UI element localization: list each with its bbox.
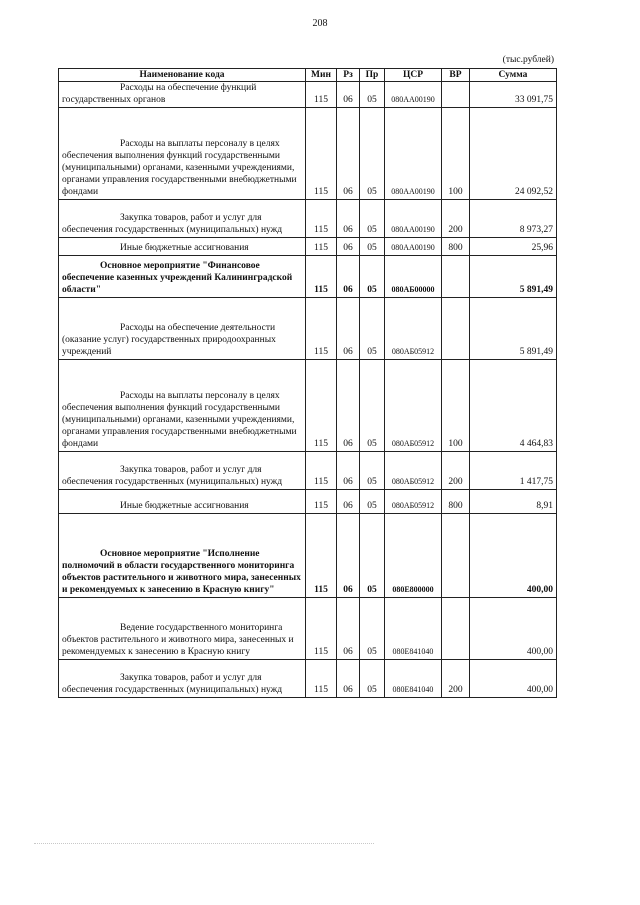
row-min: 115 — [306, 360, 337, 452]
row-csr: 080Е800000 — [385, 514, 442, 598]
units-label: (тыс.рублей) — [502, 55, 554, 65]
row-sum: 400,00 — [470, 660, 557, 698]
row-rz: 06 — [337, 360, 360, 452]
row-rz: 06 — [337, 238, 360, 256]
row-csr: 080АБ05912 — [385, 490, 442, 514]
table-row — [59, 490, 557, 514]
row-sum: 25,96 — [470, 238, 557, 256]
row-name-text: Основное мероприятие "Финансовое обеспечение казенных учреждений Калининградской области" — [62, 261, 293, 295]
table-row — [59, 298, 557, 360]
row-pr: 05 — [360, 298, 385, 360]
row-vr: 200 — [442, 200, 470, 238]
table-row — [59, 598, 557, 660]
row-name — [59, 108, 306, 200]
row-vr: 100 — [442, 108, 470, 200]
header-sum: Сумма — [470, 69, 557, 82]
row-pr: 05 — [360, 108, 385, 200]
row-rz: 06 — [337, 256, 360, 298]
row-csr: 080АБ05912 — [385, 298, 442, 360]
row-vr — [442, 598, 470, 660]
row-min: 115 — [306, 200, 337, 238]
row-min: 115 — [306, 452, 337, 490]
row-name — [59, 200, 306, 238]
row-sum: 400,00 — [470, 514, 557, 598]
table-row — [59, 256, 557, 298]
row-name-text: Иные бюджетные ассигнования — [120, 243, 249, 253]
row-pr: 05 — [360, 490, 385, 514]
row-pr: 05 — [360, 514, 385, 598]
row-vr: 800 — [442, 238, 470, 256]
row-name — [59, 256, 306, 298]
row-name-text: Закупка товаров, работ и услуг для обеспечения государственных (муниципальных) нужд — [62, 213, 283, 235]
row-name — [59, 598, 306, 660]
row-name-text: Ведение государственного мониторинга объектов растительного и животного мира, занесенных и рекомендуемых к занесению в Красную книгу — [62, 623, 294, 657]
row-rz: 06 — [337, 490, 360, 514]
row-sum: 8,91 — [470, 490, 557, 514]
row-name-text: Основное мероприятие "Исполнение полномочий в области государственного мониторинга объектов растительного и животного мира, занесенных и рекомендуемых к занесению в Красную книгу" — [62, 549, 301, 595]
row-vr — [442, 298, 470, 360]
row-min: 115 — [306, 490, 337, 514]
row-name-text: Закупка товаров, работ и услуг для обеспечения государственных (муниципальных) нужд — [62, 673, 283, 695]
row-name-text: Расходы на выплаты персоналу в целях обеспечения выполнения функций государственными (муниципальными) органами, казенными учреждениями, органами управления государственными внебюджетными фондами — [62, 391, 297, 449]
row-csr: 080АБ05912 — [385, 360, 442, 452]
row-sum: 400,00 — [470, 598, 557, 660]
row-name — [59, 452, 306, 490]
row-pr: 05 — [360, 256, 385, 298]
table-row — [59, 514, 557, 598]
budget-table — [58, 68, 557, 698]
row-name — [59, 82, 306, 108]
row-name-text: Иные бюджетные ассигнования — [120, 501, 249, 511]
row-name-text: Расходы на обеспечение функций государственных органов — [62, 83, 257, 105]
table-row — [59, 660, 557, 698]
row-pr: 05 — [360, 82, 385, 108]
row-vr — [442, 256, 470, 298]
row-name — [59, 490, 306, 514]
row-rz: 06 — [337, 598, 360, 660]
row-min: 115 — [306, 256, 337, 298]
row-pr: 05 — [360, 452, 385, 490]
row-min: 115 — [306, 82, 337, 108]
row-pr: 05 — [360, 200, 385, 238]
row-csr: 080АА00190 — [385, 238, 442, 256]
row-sum: 5 891,49 — [470, 298, 557, 360]
row-sum: 8 973,27 — [470, 200, 557, 238]
row-vr — [442, 514, 470, 598]
row-rz: 06 — [337, 298, 360, 360]
table-row — [59, 360, 557, 452]
row-csr: 080АА00190 — [385, 200, 442, 238]
table-header-row — [59, 69, 557, 82]
header-name: Наименование кода — [59, 69, 306, 82]
row-rz: 06 — [337, 514, 360, 598]
row-rz: 06 — [337, 200, 360, 238]
row-sum: 24 092,52 — [470, 108, 557, 200]
table-row — [59, 108, 557, 200]
row-sum: 1 417,75 — [470, 452, 557, 490]
row-min: 115 — [306, 514, 337, 598]
row-csr: 080АБ00000 — [385, 256, 442, 298]
row-vr: 100 — [442, 360, 470, 452]
row-min: 115 — [306, 298, 337, 360]
row-csr: 080АА00190 — [385, 108, 442, 200]
table-row — [59, 200, 557, 238]
row-vr: 200 — [442, 660, 470, 698]
table-row — [59, 82, 557, 108]
row-pr: 05 — [360, 238, 385, 256]
header-pr: Пр — [360, 69, 385, 82]
row-rz: 06 — [337, 660, 360, 698]
row-rz: 06 — [337, 452, 360, 490]
row-pr: 05 — [360, 360, 385, 452]
row-name — [59, 660, 306, 698]
row-sum: 33 091,75 — [470, 82, 557, 108]
table-row — [59, 452, 557, 490]
header-rz: Рз — [337, 69, 360, 82]
row-pr: 05 — [360, 660, 385, 698]
row-rz: 06 — [337, 82, 360, 108]
row-name — [59, 298, 306, 360]
table-row — [59, 238, 557, 256]
header-vr: ВР — [442, 69, 470, 82]
row-min: 115 — [306, 598, 337, 660]
row-sum: 5 891,49 — [470, 256, 557, 298]
row-rz: 06 — [337, 108, 360, 200]
row-csr: 080АБ05912 — [385, 452, 442, 490]
row-vr — [442, 82, 470, 108]
header-csr: ЦСР — [385, 69, 442, 82]
row-vr: 200 — [442, 452, 470, 490]
row-sum: 4 464,83 — [470, 360, 557, 452]
row-name — [59, 238, 306, 256]
row-name — [59, 514, 306, 598]
row-name-text: Расходы на выплаты персоналу в целях обеспечения выполнения функций государственными (муниципальными) органами, казенными учреждениями, органами управления государственными внебюджетными фондами — [62, 139, 297, 197]
header-min: Мин — [306, 69, 337, 82]
page-number: 208 — [312, 18, 328, 29]
row-min: 115 — [306, 238, 337, 256]
row-vr: 800 — [442, 490, 470, 514]
row-name — [59, 360, 306, 452]
row-min: 115 — [306, 108, 337, 200]
row-name-text: Расходы на обеспечение деятельности (оказание услуг) государственных природоохранных учреждений — [62, 323, 276, 357]
row-pr: 05 — [360, 598, 385, 660]
row-csr: 080Е841040 — [385, 598, 442, 660]
row-csr: 080Е841040 — [385, 660, 442, 698]
footer-dotted-line — [34, 843, 374, 844]
row-name-text: Закупка товаров, работ и услуг для обеспечения государственных (муниципальных) нужд — [62, 465, 283, 487]
row-csr: 080АА00190 — [385, 82, 442, 108]
row-min: 115 — [306, 660, 337, 698]
